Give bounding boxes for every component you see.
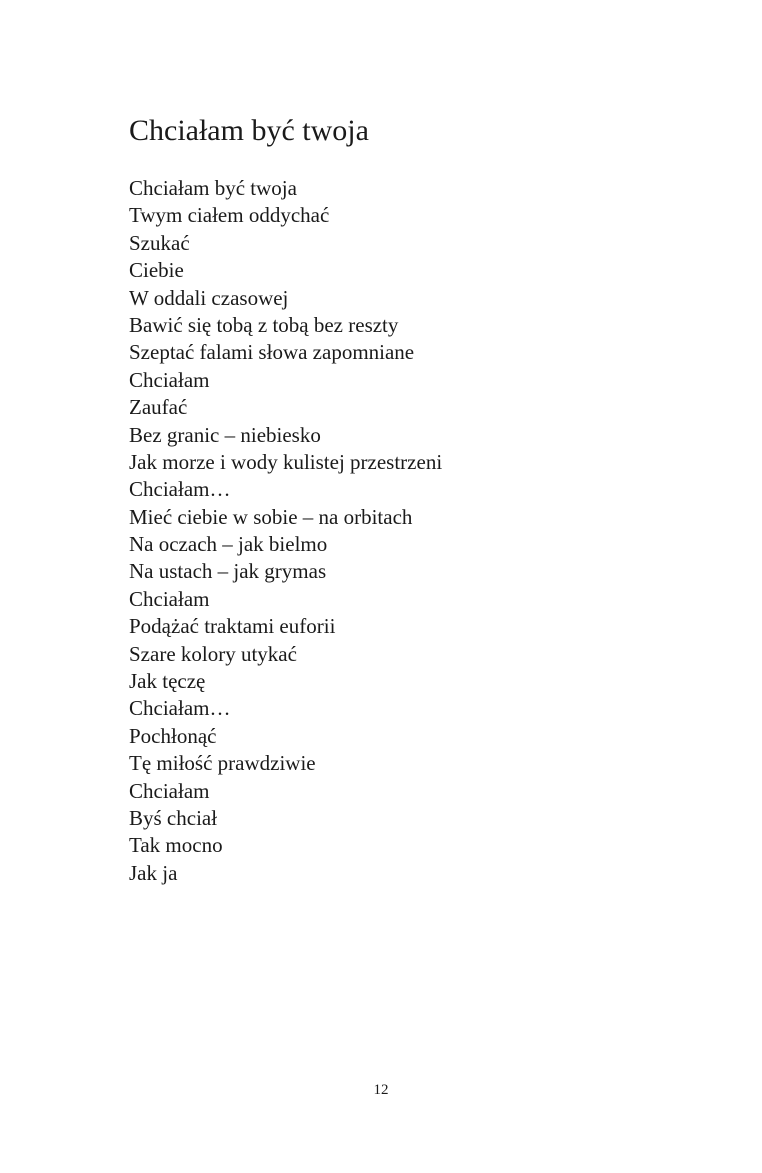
poem-line: Jak morze i wody kulistej przestrzeni: [129, 449, 443, 474]
poem-line: Chciałam: [129, 586, 210, 611]
poem-line: Szare kolory utykać: [129, 641, 297, 666]
poem-line: Twym ciałem oddychać: [129, 203, 330, 228]
poem-line: Ciebie: [129, 258, 184, 283]
poem-line: Na ustach – jak grymas: [129, 559, 327, 584]
poem-line: W oddali czasowej: [129, 285, 289, 310]
poem-line: Chciałam być twoja: [129, 176, 297, 200]
poem-line: Na oczach – jak bielmo: [129, 532, 328, 557]
poem-line: Bawić się tobą z tobą bez reszty: [129, 312, 399, 337]
poem-line: Jak ja: [129, 860, 178, 885]
poem-line: Byś chciał: [129, 805, 218, 830]
poem-line: Mieć ciebie w sobie – na orbitach: [129, 504, 413, 529]
poem-line: Bez granic – niebiesko: [129, 422, 321, 447]
page-number: 12: [373, 1082, 389, 1098]
poem-line: Podążać traktami euforii: [129, 614, 336, 639]
poem-line: Chciałam…: [129, 696, 231, 721]
poem-line: Pochłonąć: [129, 723, 217, 748]
poem-line: Jak tęczę: [129, 669, 206, 694]
poem-line: Chciałam: [129, 367, 210, 392]
poem-line: Chciałam: [129, 778, 210, 803]
poem-title: Chciałam być twoja: [129, 114, 369, 147]
poem-line: Zaufać: [129, 395, 188, 420]
poem-line: Chciałam…: [129, 477, 231, 502]
poem-line: Tak mocno: [129, 833, 223, 858]
poem-body: [129, 175, 442, 887]
poem-line: Tę miłość prawdziwie: [129, 751, 316, 776]
poem-line: Szeptać falami słowa zapomniane: [129, 340, 415, 365]
poem-line: Szukać: [129, 230, 190, 255]
